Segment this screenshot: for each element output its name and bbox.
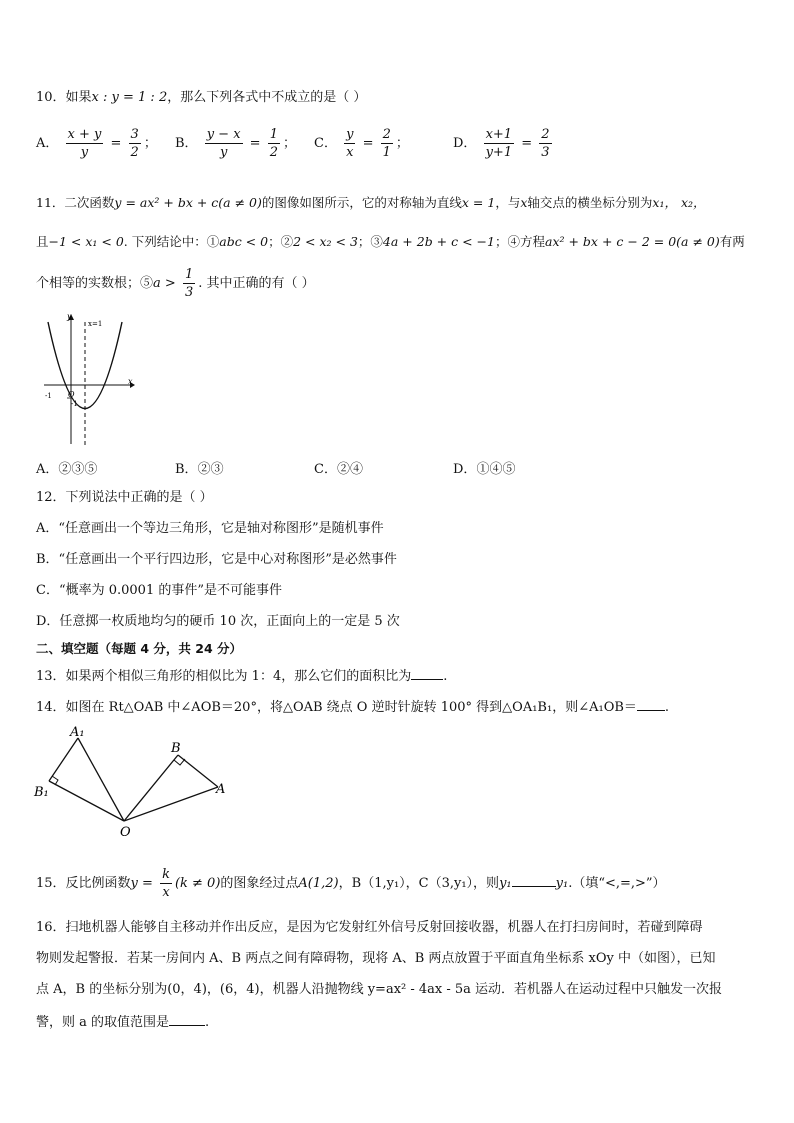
q13-text: 13．如果两个相似三角形的相似比为 1：4，那么它们的面积比为 .: [36, 665, 447, 687]
q12-stem: 12．下列说法中正确的是（ ）: [36, 490, 213, 505]
label-a1: A₁: [70, 725, 85, 740]
q12-option-d: D．任意掷一枚质地均匀的硬币 10 次，正面向上的一定是 5 次: [36, 614, 400, 629]
y-axis-label: y: [67, 312, 72, 321]
label-o: O: [120, 825, 131, 840]
q11-parabola-graph: [38, 312, 138, 450]
q10-option-b: B． $\frac{y - x}{y}$ = $\frac{1}{2}$ ；: [175, 127, 297, 160]
q10-option-d: D． $\frac{x+1}{y+1}$ = $\frac{2}{3}$: [453, 127, 550, 160]
q15-text: 15．反比例函数y = $\frac{k}{x}$ (k ≠ 0)的图象经过点A(1,2)，B（1,y₁），C（3,y₁），则y₁ y₁.（填“<,=,>”）: [36, 867, 666, 900]
q14-rotation-figure: [32, 724, 242, 842]
q12-option-b: B．“任意画出一个平行四边形，它是中心对称图形”是必然事件: [36, 552, 397, 567]
answer-blank: [512, 872, 556, 887]
label-b: B: [171, 741, 181, 756]
q11-line2: 且−1 < x₁ < 0. 下列结论中：①abc < 0；②2 < x₂ < 3；③4a + 2b + c < −1；④方程ax² + bx + c − 2 = 0(a ≠ 0)有两: [36, 234, 745, 249]
origin-label: O: [68, 390, 75, 399]
q10-option-c: C． $\frac{y}{x}$ = $\frac{2}{1}$ ；: [314, 127, 409, 160]
answer-blank: [411, 665, 443, 680]
answer-blank: [637, 696, 665, 711]
q16-line1: 16．扫地机器人能够自主移动并作出反应，是因为它发射红外信号反射回接收器，机器人在打扫房间时，若碰到障碍: [36, 920, 703, 935]
x-axis-label: x: [128, 377, 133, 386]
q11-line1: 11．二次函数y = ax² + bx + c(a ≠ 0)的图像如图所示，它的对称轴为直线x = 1，与x轴交点的横坐标分别为x₁， x₂，: [36, 195, 706, 210]
q12-option-a: A．“任意画出一个等边三角形，它是轴对称图形”是随机事件: [36, 521, 384, 536]
label-b1: B₁: [34, 785, 49, 800]
q10-stem: 10．如果x : y = 1 : 2，那么下列各式中不成立的是（ ）: [36, 90, 367, 105]
symmetry-axis-label: x=1: [88, 320, 103, 328]
q11-option-b: B．②③: [175, 462, 224, 477]
q11-option-d: D．①④⑤: [453, 462, 516, 477]
q11-line3: 个相等的实数根；⑤a > $\frac{1}{3}$ . 其中正确的有（ ）: [36, 267, 315, 300]
q11-option-c: C．②④: [314, 462, 363, 477]
x-minus-one-label: -1: [45, 392, 52, 400]
q10-option-a: A． $\frac{x + y}{y}$ = $\frac{3}{2}$ ；: [36, 127, 157, 160]
q16-line2: 物则发起警报．若某一房间内 A、B 两点之间有障碍物，现将 A、B 两点放置于平面直角坐标系 xOy 中（如图），已知: [36, 951, 716, 966]
segment-a1b1: [49, 738, 78, 781]
q12-option-c: C．“概率为 0.0001 的事件”是不可能事件: [36, 583, 282, 598]
q16-line4: 警，则 a 的取值范围是 .: [36, 1011, 209, 1033]
answer-blank: [169, 1011, 205, 1026]
q11-option-a: A．②③⑤: [36, 462, 98, 477]
label-a: A: [216, 782, 226, 797]
section-title: 二、填空题（每题 4 分，共 24 分）: [36, 641, 243, 656]
y-minus-one-label: -1: [71, 400, 78, 408]
q14-text: 14．如图在 Rt△OAB 中∠AOB＝20°，将△OAB 绕点 O 逆时针旋转 100° 得到△OA₁B₁，则∠A₁OB＝ .: [36, 696, 669, 718]
q16-line3: 点 A，B 的坐标分别为(0，4)，(6，4)，机器人沿抛物线 y=ax² - 4ax - 5a 运动．若机器人在运动过程中只触发一次报: [36, 982, 723, 997]
